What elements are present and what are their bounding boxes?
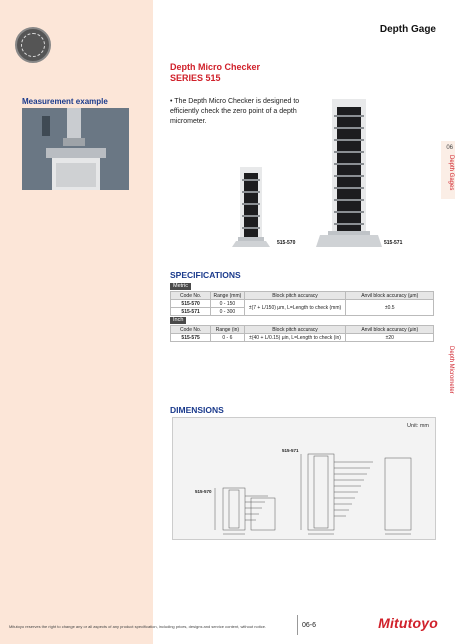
metric-range-cell: 0 - 300 — [211, 308, 244, 316]
dimensions-drawing — [172, 417, 436, 540]
side-tab-label-depth-gages: Depth Gages — [448, 155, 454, 191]
product-photo-515-571 — [316, 97, 382, 247]
dimensions-unit: Unit: mm — [407, 423, 429, 429]
drawing-label-515-571: 515-571 — [282, 448, 299, 453]
page-number: 06-6 — [302, 622, 317, 629]
metric-code-cell: 515-571 — [171, 308, 211, 316]
inch-header-anvil: Anvil block accuracy (μin) — [346, 326, 434, 334]
metric-pitch-cell: ±(7 + L/150) μm, L=Length to check (mm) — [244, 300, 346, 316]
table-row — [171, 300, 434, 308]
inch-code-cell: 515-575 — [171, 334, 211, 342]
metric-header-anvil: Anvil block accuracy (μm) — [346, 292, 434, 300]
measurement-example-label: Measurement example — [22, 97, 108, 106]
footer-divider — [297, 615, 298, 635]
product-title-line1: Depth Micro Checker — [170, 62, 261, 72]
page-header-title: Depth Gage — [379, 24, 436, 35]
inch-range-cell: 0 - 6 — [211, 334, 244, 342]
product-title — [170, 62, 260, 84]
technical-drawing-lines — [173, 418, 435, 539]
side-tab-label-depth-micrometer: Depth Micrometer — [448, 346, 454, 394]
metric-tag: Metric — [170, 283, 191, 290]
metric-anvil-cell: ±0.5 — [346, 300, 434, 316]
inch-header-pitch: Block pitch accuracy — [244, 326, 346, 334]
specifications-heading: SPECIFICATIONS — [170, 270, 241, 280]
inch-tag: Inch — [170, 317, 186, 324]
model-label-515-571: 515-571 — [384, 240, 403, 246]
metric-header-pitch: Block pitch accuracy — [244, 292, 346, 300]
product-series: SERIES 515 — [170, 73, 221, 83]
seal-ring — [21, 33, 45, 57]
inch-anvil-cell: ±20 — [346, 334, 434, 342]
inch-spec-table — [170, 325, 434, 342]
mitutoyo-logo: Mitutoyo — [378, 615, 438, 631]
product-photo-515-570 — [230, 163, 272, 247]
metric-header-range: Range (mm) — [211, 292, 244, 300]
metric-spec-table — [170, 291, 434, 316]
top-bar — [153, 0, 455, 46]
metric-range-cell: 0 - 150 — [211, 300, 244, 308]
table-row — [171, 334, 434, 342]
metric-code-cell: 515-570 — [171, 300, 211, 308]
drawing-label-515-570: 515-570 — [195, 489, 212, 494]
metric-header-code: Code No. — [171, 292, 211, 300]
inch-header-row — [171, 326, 434, 334]
dimensions-heading: DIMENSIONS — [170, 405, 224, 415]
inch-header-code: Code No. — [171, 326, 211, 334]
side-tab-number: 06 — [446, 145, 453, 151]
certification-seal-icon — [15, 27, 51, 63]
intro-bullet: • The Depth Micro Checker is designed to efficiently check the zero point of a depth micrometer. — [170, 98, 300, 125]
measurement-photo-illustration — [22, 108, 129, 190]
inch-pitch-cell: ±(40 + L/0.15) μin, L=Length to check (in) — [244, 334, 346, 342]
metric-header-row — [171, 292, 434, 300]
model-label-515-570: 515-570 — [277, 240, 296, 246]
inch-header-range: Range (in) — [211, 326, 244, 334]
footer-disclaimer: Mitutoyo reserves the right to change any or all aspects of any product specification, including prices, designs and service content, without notice. — [9, 624, 267, 629]
measurement-example-photo — [22, 108, 129, 190]
